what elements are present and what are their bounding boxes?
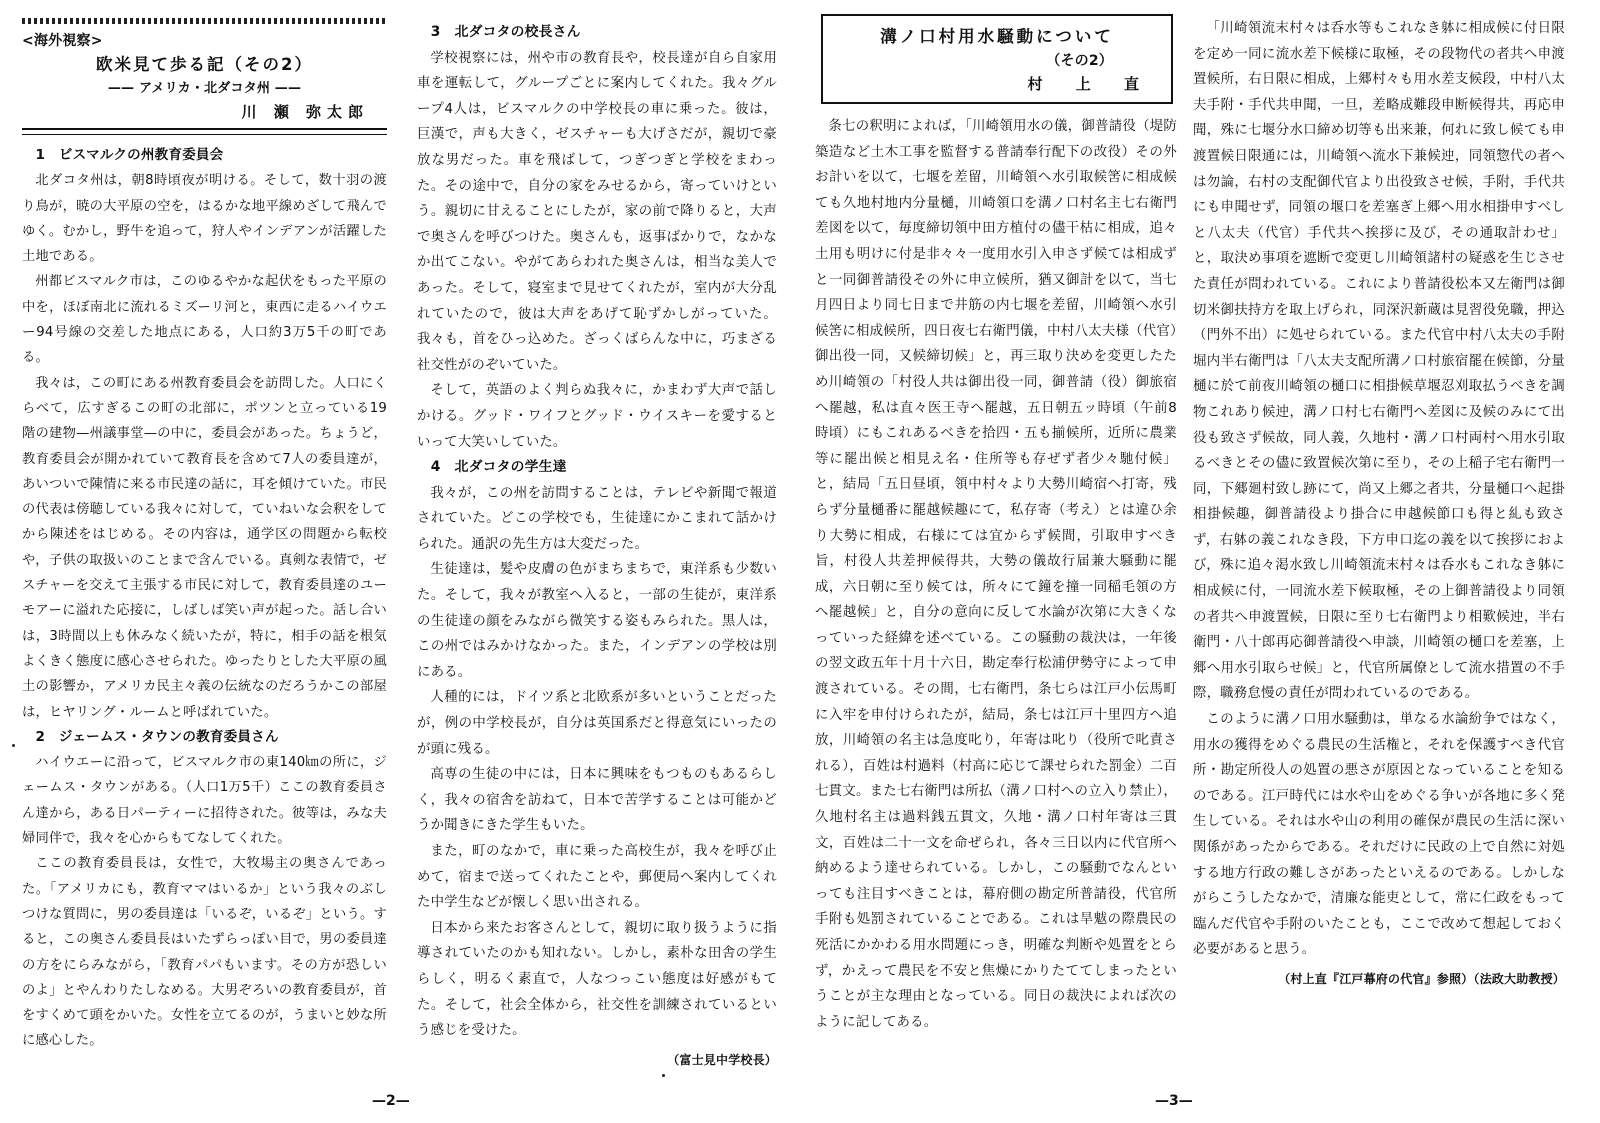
paragraph: そして，英語のよく判らぬ我々に，かまわず大声で話しかける。グッド・ワイフとグッド・ウイスキーを愛するといって大笑いしていた。 <box>417 383 777 450</box>
paragraph: 人種的には，ドイツ系と北欧系が多いということだったが，例の中学校長が，自分は英国系だと得意気にいったのが頭に残る。 <box>417 690 777 757</box>
article-subtitle: —— アメリカ・北ダコタ州 —— <box>107 81 302 96</box>
paragraph: 我々は，この町にある州教育委員会を訪問した。人口にくらべて，広すぎるこの町の北部に，ポツンと立っている19階の建物—州議事堂—の中に，委員会があった。ちょうど，教育委員会が開かれていて教育長を含めて7人の委員達が，あいついで陳情に来る市民達の話に，耳を傾けていた。市民の代表は傍聴している我々に対して，ていねいな会釈をしてから陳述をはじめる。その内容は，通学区の問題から転校や，子供の取扱いのことまで含んでいる。真剣な表情で，ゼスチャーを交えて主張する市民に対して，教育委員達のユーモアーに溢れた応接に，しばしば笑い声が起った。話し合いは，3時間以上も休みなく続いたが，特に，相手の話を根気よくきく態度に感心させられた。ゆったりとした大平原の風土の影響か，アメリカ民主々義の伝統なのだろうかこの部屋は，ヒヤリング・ルームと呼ばれていた。 <box>22 375 387 720</box>
wavy-rule <box>22 18 387 24</box>
paragraph: 「川崎領流末村々は呑水等もこれなき躰に相成候に付日限を定め一同に流水差下候様に取極，その段物代の者共へ申渡置候所，右日限に相成，上郷村々も用水差支候段，中村八太夫手附・手代共申聞，一旦，差略成難段申断候得共，再応申聞，殊に七堰分水口締め切等も出来兼，何れに致し候ても申渡置候日限通には，川崎領へ流水下兼候迚，同領惣代の者へは勿論，右村の支配御代官より出役致させ候，手附，手代共にも申聞せず，同領の堰口を差塞ぎ上郷へ用水相掛申すべしと八太夫（代官）手代共へ挨拶に及び，その通取計わせ」と，取決め事項を遮断で変更し川崎領諸村の疑惑を生じさせた責任が問われている。これにより普請役松本又左衛門は御切米御扶持方を取上げられ，同深沢新蔵は見習役免職，押込（門外不出）に処せられている。また代官中村八太夫の手附堀内半右衛門は「八太夫支配所溝ノ口村旅宿罷在候節，分量樋に於て前夜川崎領の樋口に相掛候草堰忍刈取払うべきを調物これあり候迚，溝ノ口村七右衛門へ差図に及候のみにて出役も致さず候故，同人義，久地村・溝ノ口村両村へ用水引取るべきとその儘に致置候次第に至り，その上稲子宅右衛門一同，下郷廻村致し跡にて，尚又上郷之者共，分量樋口へ起掛相掛候趣，御普請役より掛合に申越候節口も得と糺も致さず，右躰の義これなき段，下方申口迄の義を以て挨拶におよび，殊に追々渇水致し川崎領流末村々は呑水もこれなき躰に相成候に付，一同流水差下候取極，その上御普請役より同領の者共へ申渡置候，日限に至り七右衛門より相歎候迚，半右衛門・八十郎再応御普請役へ申談，川崎領の樋口を差塞，上郷へ用水引取らせ候」と，代官所属僚として流水措置の不手際，職務怠慢の責任が問われているのである。 <box>1193 21 1565 702</box>
author-affiliation: （富士見中学校長） <box>667 1052 777 1067</box>
paragraph: 州都ビスマルク市は，このゆるやかな起伏をもった平原の中を，ほぼ南北に流れるミズーリ河と，東西に走るハイウエー94号線の交差した地点にある，人口約3万5千の町である。 <box>22 274 387 366</box>
section-heading: 2 ジェームス・タウンの教育委員さん <box>35 728 279 745</box>
page-number: —3— <box>1155 1093 1193 1109</box>
section-heading: 3 北ダコタの校長さん <box>430 24 581 40</box>
paragraph: 生徒達は，髪や皮膚の色がまちまちで，東洋系も少数いた。そして，我々が教室へ入ると，一部の生徒が，東洋系の生徒達の顔をみながら微笑する姿もみられた。黒人は，この州ではみかけなかった。また，インデアンの学校は別にある。 <box>417 562 777 680</box>
section-heading: 4 北ダコタの学生達 <box>430 459 567 476</box>
article-author: 川 瀬 弥太郎 <box>241 103 369 121</box>
paragraph: 北ダコタ州は，朝8時頃夜が明ける。そして，数十羽の渡り鳥が，暁の大平原の空を，はるかな地平線めざして飛んでゆく。むかし，野牛を追って，狩人やインデアンが活躍した土地である。 <box>22 173 387 265</box>
print-speck <box>12 744 15 747</box>
section-heading: 1 ビスマルクの州教育委員会 <box>35 147 224 163</box>
print-speck <box>662 1074 665 1077</box>
header-rule <box>22 128 387 135</box>
right-page <box>800 0 1600 1123</box>
article-part: （その2） <box>1046 53 1113 69</box>
page-number: —2— <box>372 1093 410 1109</box>
article-header <box>22 18 387 135</box>
left-column-2 <box>417 20 777 1073</box>
paragraph: 学校視察には，州や市の教育長や，校長達が自ら自家用車を運転して，グループごとに案内してくれた。我々グループ4人は，ビスマルクの中学校長の車に乗った。彼は，巨漢で，声も大きく，ゼスチャーも大げさだが，親切で豪放な男だった。車を飛ばして，つぎつぎと学校をまわった。その途中で，自分の家をみせるから，寄っていけという。親切に甘えることにしたが，家の前で降りると，大声で奥さんを呼びつけた。奥さんも，返事ばかりで，なかなか出てこない。やがてあらわれた奥さんは，相当な美人であった。そして，寝室まで見せてくれたが，室内が大分乱れていたので，彼は大声をあげて恥ずかしがっていた。我々も，首をひっ込めた。ざっくばらんな中に，巧まざる社交性がのぞいていた。 <box>417 50 777 373</box>
left-column-1 <box>22 18 387 1054</box>
paragraph: 日本から来たお客さんとして，親切に取り扱うように指導されていたのかも知れない。しかし，素朴な田舎の学生らしく，明るく素直で，人なつっこい態度は好感がもてた。そして，社会全体から，社交性を訓練されているという感じを受けた。 <box>417 920 777 1039</box>
right-column-1 <box>815 14 1177 1035</box>
paragraph: このように溝ノ口用水騒動は，単なる水論紛争ではなく，用水の獲得をめぐる農民の生活権と，それを保護すべき代官所・勘定所役人の処置の悪さが原因となっていることを知るのである。江戸時代には水や山をめぐる争いが各地に多く発生している。それは水や山の利用の確保が農民の生活に深い関係があったからである。それだけに民政の上で自然に対処する地方行政の難しさがあったといえるのである。しかしながらこうしたなかで，清廉な能吏として，常に仁政をもって臨んだ代官や手附のいたことも，ここで改めて想起しておく必要があると思う。 <box>1193 712 1565 958</box>
paragraph: ハイウエーに沿って，ビスマルク市の東140㎞の所に，ジェームス・タウンがある。（人口1万5千）ここの教育委員さん達から，ある日パーティーに招待された。彼等は，みな夫婦同伴で，我々を心からもてなしてくれた。 <box>22 755 387 847</box>
article-title: 欧米見て歩る記（その2） <box>96 55 313 74</box>
article-title: 溝ノ口村用水騒動について <box>880 27 1114 46</box>
paragraph: 高専の生徒の中には，日本に興味をもつものもあるらしく，我々の宿舎を訪ねて，日本で苦学することは可能かどうか聞きにきた学生もいた。 <box>417 767 777 834</box>
paragraph: また，町のなかで，車に乗った高校生が，我々を呼び止めて，宿まで送ってくれたことや，郵便局へ案内してくれた中学生などが懐しく思い出される。 <box>417 844 777 911</box>
title-box <box>821 14 1173 104</box>
right-column-2 <box>1193 16 1565 993</box>
author-affiliation: （村上直『江戸幕府の代官』参照）（法政大助教授） <box>1278 971 1565 986</box>
paragraph: ここの教育委員長は，女性で，大牧場主の奥さんであった。「アメリカにも，教育ママはいるか」という我々のぶしつけな質問に，男の委員達は「いるぞ，いるぞ」という。すると，この奥さん委員長はいたずらっぽい目で，男の委員達の方をにらみながら，「教育パパもいます。その方が恐しいのよ」とやんわりたしなめる。大男ぞろいの教育委員が，首をすくめて頭をかいた。女性を立てるのが，うまいと妙な所に感心した。 <box>22 856 387 1049</box>
article-author: 村 上 直 <box>1027 75 1153 93</box>
paragraph: 我々が，この州を訪問することは，テレビや新聞で報道されていた。どこの学校でも，生徒達にかこまれて話かけられた。通訳の先生方は大変だった。 <box>417 485 777 552</box>
category-label: <海外視察> <box>22 33 103 49</box>
paragraph: 条七の釈明によれば，「川崎領用水の儀，御普請役（堤防築造など土木工事を監督する普請奉行配下の改役）その外お計いを以て，七堰を差留，川崎領へ水引取候筈に相成候ても久地村地内分量樋，川崎領口を溝ノ口村名主七右衛門差図を以て，毎度締切領中田方植付の儘干枯に相成，追々土用も明けに付是非々々一度用水引入申さず候ては相成ずと一同御普請役その外に申立候所，猶又御計を以て，当七月四日より同七日まで井筋の内七堰を差留，川崎領へ水引候筈に相成候所，四日夜七右衛門儀，中村八太夫様（代官）御出役一同，又候締切候」と，再三取り決めを変更したため川崎領の「村役人共は御出役一同，御普請（役）御旅宿へ罷越，私は直々医王寺へ罷越，五日朝五ッ時頃（午前8時頃）にもこれあるべきを拾四・五も揃候所，近所に農業等に罷出候と相見え名・住所等も存ぜず者少々馳付候」と，結局「五日昼頃，領中村々より大勢川崎宿へ打寄，残らず分量樋番に罷越候趣にて，私存寄（考え）とは違ひ余り大勢に相成，右様にては宜からず候間，引取申すべき旨，村役人共差押候得共，大勢の儀故行届兼大騒動に罷成，六日朝に至り候ては，所々にて鐘を撞一同稲毛領の方へ罷越候」と，自分の意向に反して水論が次第に大きくなっていった経緯を述べている。この騒動の裁決は，一年後の翌文政五年十月十六日，勘定奉行松浦伊勢守によって申渡されている。その間，七右衛門，条七らは江戸小伝馬町に入牢を申付けられたが，結局，条七は江戸十里四方へ追放，川崎領の名主は急度叱り，年寄は叱り（役所で叱責される），百姓は村過料（村高に応じて課せられた罰金）二百七貫文。また七右衛門は所払（溝ノ口村への立入り禁止），久地村名主は過料銭五貫文，久地・溝ノ口村年寄は三貫文，百姓は二十一文を命ぜられ，各々三日以内に代官所へ納めるよう達せられている。しかし，この騒動でなんといっても注目すべきことは，幕府側の勘定所普請役，代官所手附も処罰されていることである。これは旱魃の際農民の死活にかかわる用水問題にっき，明確な判断や処置をとらず，かえって農民を不安と焦燥にかりたててしまったということが主な理由となっている。同日の裁決によれば次のように記してある。 <box>815 119 1177 1030</box>
